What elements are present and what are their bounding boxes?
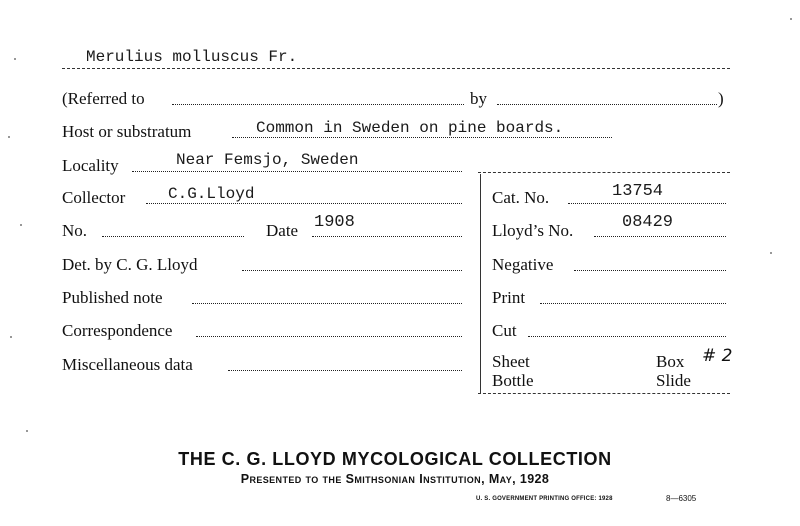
cat-no-line xyxy=(568,203,726,204)
no-label: No. xyxy=(62,221,88,240)
misc-data-label: Miscellaneous data xyxy=(62,355,193,374)
lloyds-no-label: Lloyd’s No. xyxy=(492,221,574,240)
sheet-label: Sheet xyxy=(492,352,530,371)
scan-speck xyxy=(14,58,16,60)
name-underline xyxy=(62,68,730,69)
lloyds-no-value: 08429 xyxy=(622,213,674,232)
cat-no-label: Cat. No. xyxy=(492,188,550,207)
box-label: Box xyxy=(656,352,685,371)
scan-speck xyxy=(770,252,772,254)
referred-to-line xyxy=(172,104,464,105)
correspondence-line xyxy=(196,336,462,337)
collector-line xyxy=(146,203,462,204)
no-line xyxy=(102,236,244,237)
catalog-box-top xyxy=(478,172,730,173)
locality-value: Near Femsjo, Sweden xyxy=(176,151,359,169)
negative-label: Negative xyxy=(492,255,554,274)
cut-line xyxy=(528,336,726,337)
collector-value: C.G.Lloyd xyxy=(168,185,255,203)
catalog-box-bottom xyxy=(478,393,730,394)
cat-no-value: 13754 xyxy=(612,182,664,201)
print-line xyxy=(540,303,726,304)
lloyds-no-line xyxy=(594,236,726,237)
correspondence-label: Correspondence xyxy=(62,321,173,340)
published-note-line xyxy=(192,303,462,304)
locality-label: Locality xyxy=(62,156,119,175)
misc-data-line xyxy=(228,370,462,371)
negative-line xyxy=(574,270,726,271)
det-by-label: Det. by C. G. Lloyd xyxy=(62,255,198,274)
host-value: Common in Sweden on pine boards. xyxy=(256,119,564,137)
by-label: by xyxy=(470,89,487,108)
printing-office-note: U. S. GOVERNMENT PRINTING OFFICE: 1928 xyxy=(476,496,613,502)
scan-speck xyxy=(26,430,28,432)
close-paren: ) xyxy=(718,89,724,108)
by-line xyxy=(497,104,717,105)
cut-label: Cut xyxy=(492,321,517,340)
referred-to-label: (Referred to xyxy=(62,89,145,108)
slide-label: Slide xyxy=(656,371,691,390)
scan-speck xyxy=(20,224,22,226)
form-code: 8—6305 xyxy=(666,494,697,503)
collector-label: Collector xyxy=(62,188,126,207)
locality-line xyxy=(132,171,462,172)
det-by-line xyxy=(242,270,462,271)
catalog-box-left xyxy=(480,174,481,394)
date-line xyxy=(312,236,462,237)
bottle-label: Bottle xyxy=(492,371,534,390)
specimen-name: Merulius molluscus Fr. xyxy=(86,48,298,66)
host-line xyxy=(232,137,612,138)
scan-speck xyxy=(790,18,792,20)
collection-subtitle: Presented to the Smithsonian Institution, May, 1928 xyxy=(240,472,550,486)
published-note-label: Published note xyxy=(62,288,163,307)
scan-speck xyxy=(8,136,10,138)
print-label: Print xyxy=(492,288,526,307)
box-value: # 2 xyxy=(702,346,733,366)
scan-speck xyxy=(10,336,12,338)
collection-title: THE C. G. LLOYD MYCOLOGICAL COLLECTION xyxy=(178,449,612,469)
date-label: Date xyxy=(266,221,299,240)
date-value: 1908 xyxy=(314,213,355,232)
host-label: Host or substratum xyxy=(62,122,192,141)
